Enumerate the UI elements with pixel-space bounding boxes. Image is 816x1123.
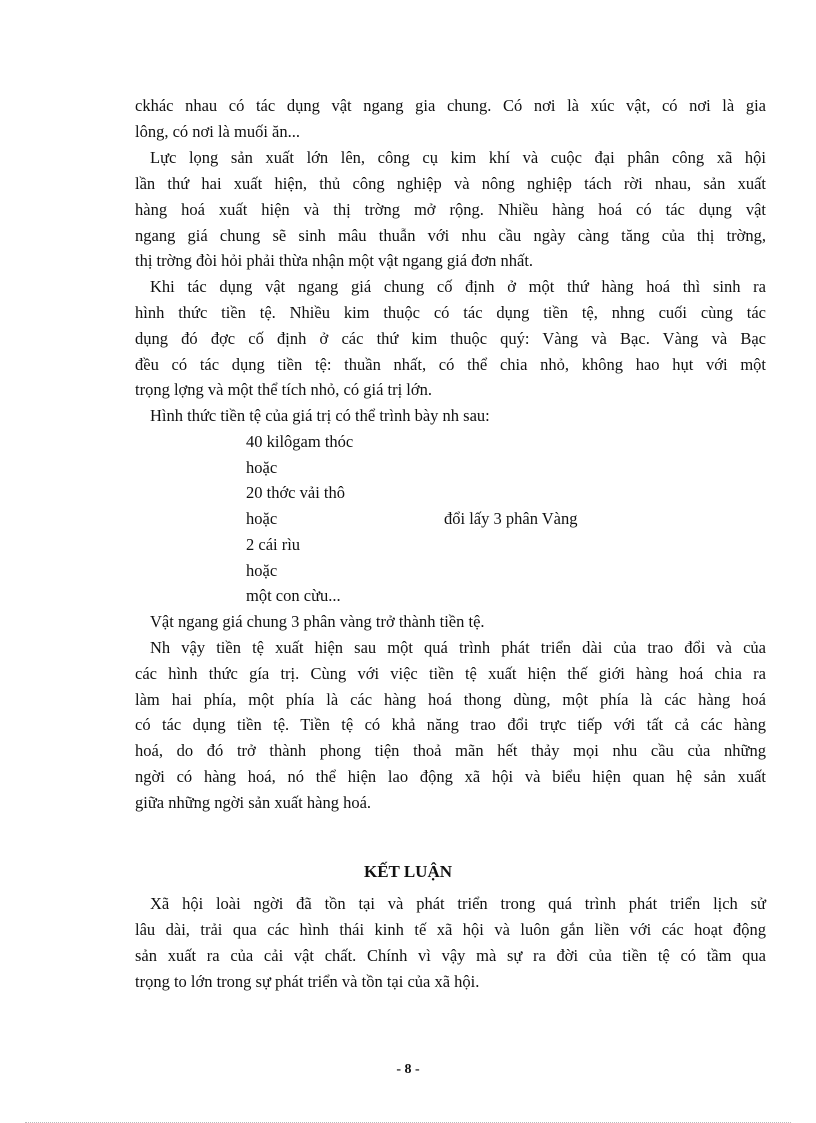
conclusion-line-1: Xã hội loài ngời đã tồn tại và phát triển trong quá trình phát triển lịch sử <box>150 894 766 913</box>
paragraph-6-line-4: có tác dụng tiền tệ. Tiền tệ có khả năng trao đổi trực tiếp với tất cả các hàng <box>135 715 766 734</box>
paragraph-6-line-3: làm hai phía, một phía là các hàng hoá thong dùng, một phía là các hàng hoá <box>135 690 766 709</box>
conclusion-line-2: lâu dài, trải qua các hình thái kinh tế xã hội và luôn gắn liền với các hoạt động <box>135 920 766 939</box>
paragraph-6-line-7: giữa những ngời sản xuất hàng hoá. <box>135 793 372 812</box>
formula-item-3: 20 thớc vải thô <box>246 483 345 502</box>
formula-item-6: hoặc <box>246 561 278 580</box>
paragraph-1-line-1: ckhác nhau có tác dụng vật ngang gia chung. Có nơi là xúc vật, có nơi là gia <box>135 96 766 115</box>
paragraph-3-line-1: Khi tác dụng vật ngang giá chung cố định ở một thứ hàng hoá thì sinh ra <box>150 277 766 296</box>
conclusion-line-4: trọng to lớn trong sự phát triển và tồn tại của xã hội. <box>135 972 480 991</box>
formula-item-1: 40 kilôgam thóc <box>246 432 354 451</box>
paragraph-3-line-5: trọng lợng và một thể tích nhỏ, có giá trị lớn. <box>135 380 432 399</box>
paragraph-5: Vật ngang giá chung 3 phân vàng trở thành tiền tệ. <box>150 612 485 631</box>
conclusion-heading: KẾT LUẬN <box>363 862 452 881</box>
formula-item-4: hoặc <box>246 509 278 528</box>
paragraph-2-line-4: ngang giá chung sẽ sinh mâu thuẫn với nhu cầu ngày càng tăng của thị trờng, <box>135 226 766 245</box>
paragraph-2-line-3: hàng hoá xuất hiện và thị trờng mở rộng. Nhiều hàng hoá có tác dụng vật <box>135 200 766 219</box>
paragraph-2-line-1: Lực lọng sản xuất lớn lên, công cụ kim khí và cuộc đại phân công xã hội <box>150 148 766 167</box>
formula-result: đổi lấy 3 phân Vàng <box>444 509 578 528</box>
paragraph-2-line-5: thị trờng đòi hỏi phải thừa nhận một vật ngang giá đơn nhất. <box>135 251 534 270</box>
formula-item-7: một con cừu... <box>246 586 341 605</box>
paragraph-3-line-4: đều có tác dụng tiền tệ: thuần nhất, có thể chia nhỏ, không hao hụt với một <box>135 355 766 374</box>
page-number: - 8 - <box>396 1062 420 1077</box>
formula-item-5: 2 cái rìu <box>246 535 301 554</box>
paragraph-3-line-3: dụng đó đợc cố định ở các thứ kim thuộc quý: Vàng và Bạc. Vàng và Bạc <box>135 329 766 348</box>
paragraph-6-line-6: ngời có hàng hoá, nó thể hiện lao động xã hội và biểu hiện quan hệ sản xuất <box>135 767 766 786</box>
conclusion-line-3: sản xuất ra của cải vật chất. Chính vì vậy mà sự ra đời của tiền tệ có tầm qua <box>135 946 766 965</box>
paragraph-3-line-2: hình thức tiền tệ. Nhiều kim thuộc có tác dụng tiền tệ, nhng cuối cùng tác <box>135 303 766 322</box>
paragraph-6-line-2: các hình thức gía trị. Cùng với việc tiền tệ xuất hiện thế giới hàng hoá chia ra <box>135 664 766 683</box>
paragraph-1-line-2: lông, có nơi là muối ăn... <box>135 122 300 141</box>
formula-item-2: hoặc <box>246 458 278 477</box>
paragraph-2-line-2: lần thứ hai xuất hiện, thủ công nghiệp và nông nghiệp tách rời nhau, sản xuất <box>135 174 766 193</box>
paragraph-6-line-1: Nh vậy tiền tệ xuất hiện sau một quá trình phát triển dài của trao đổi và của <box>150 638 766 657</box>
paragraph-6-line-5: hoá, do đó trở thành phong tiện thoả mãn hết thảy mọi nhu cầu của những <box>135 741 766 760</box>
paragraph-4: Hình thức tiền tệ của giá trị có thể trình bày nh sau: <box>150 406 490 425</box>
